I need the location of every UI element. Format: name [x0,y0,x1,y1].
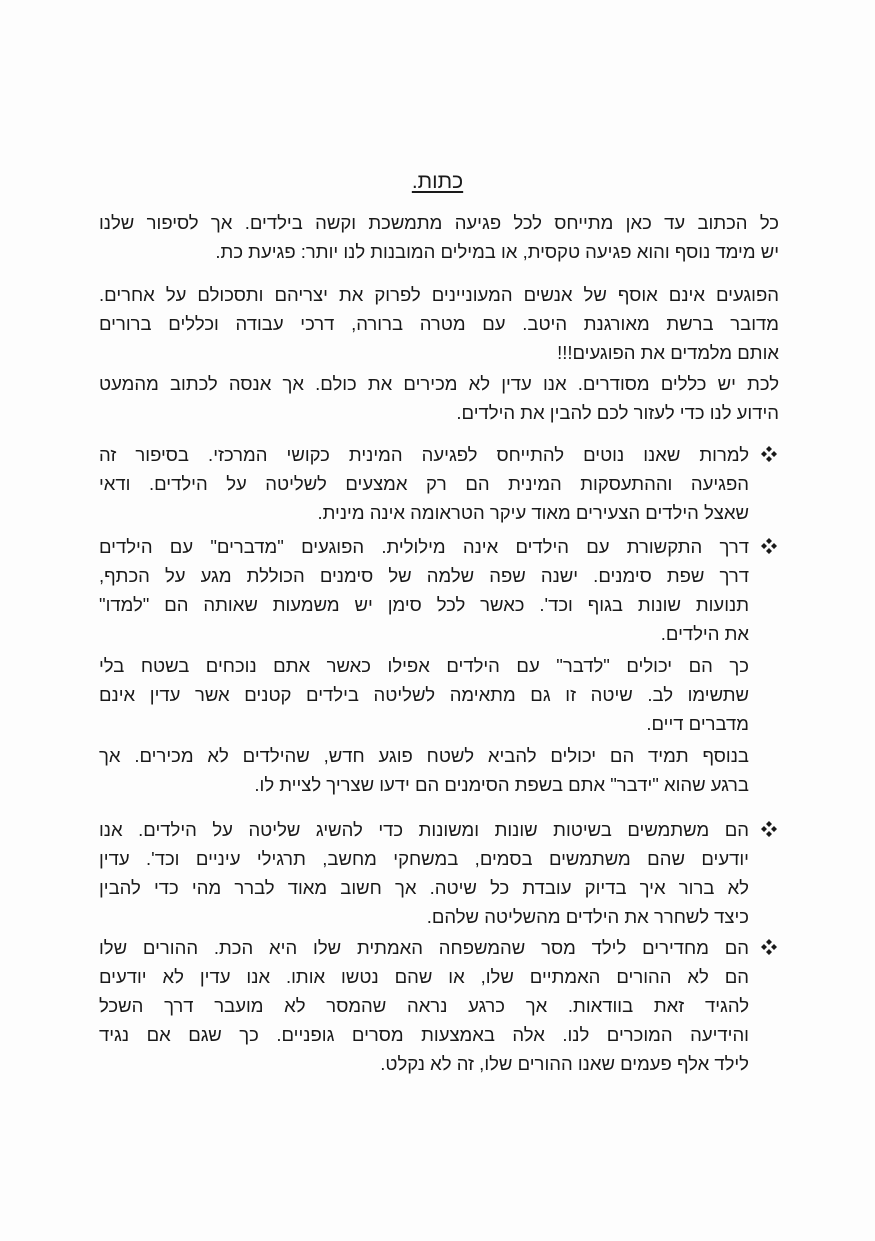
four-diamond-bullet-icon [759,536,779,556]
paragraph-rules [99,369,779,427]
text-line: את הילדים. [660,623,749,644]
text-line: כל הכתוב עד כאן מתייחס לכל פגיעה מתמשכת וקשה בילדים. אך לסיפור שלנו [99,212,779,233]
four-diamond-bullet-icon [759,937,779,957]
text-line: מדובר ברשת מאורגנת היטב. עם מטרה ברורה, דרכי עבודה וכללים ברורים [99,313,779,334]
text-line: שתשימו לב. שיטה זו גם מתאימה לשליטה בילדים קטנים אשר עדין אינם [99,684,749,705]
bullet-item [99,532,779,648]
four-diamond-bullet-icon [759,819,779,839]
text-line: והידיעה המוכרים לנו. אלה באמצעות מסרים גופניים. כך שגם אם נגיד [99,1024,749,1045]
text-line: לכת יש כללים מסודרים. אנו עדין לא מכירים את כולם. אך אנסה לכתוב מהמעט [99,373,779,394]
text-line: להגיד זאת בוודאות. אך כרגע נראה שהמסר לא מועבר דרך השכל [99,995,749,1016]
text-line: לא ברור איך בדיוק עובדת כל שיטה. אך חשוב מאוד לברר מהי כדי להבין [99,877,749,898]
text-line: ברגע שהוא "ידבר" אתם בשפת הסימנים הם ידעו שצריך לציית לו. [254,774,749,795]
text-line: בנוסף תמיד הם יכולים להביא לשטח פוגע חדש, שהילדים לא מכירים. אך [99,745,749,766]
text-line: הפגיעה וההתעסקות המינית הם רק אמצעים לשליטה על הילדים. ודאי [99,473,749,494]
text-line: אותם מלמדים את הפוגעים!!! [557,342,779,363]
paragraph-intro [99,208,779,266]
bullet-item [99,440,779,527]
text-line: דרך שפת סימנים. ישנה שפה שלמה של סימנים הכוללת מגע על הכתף, [99,565,749,586]
text-line: הידוע לנו כדי לעזור לכם להבין את הילדים. [456,402,779,423]
text-line: יודעים שהם משתמשים בסמים, במשחקי מחשב, תרגילי עיניים וכד'. עדין [99,848,749,869]
four-diamond-bullet-icon [759,444,779,464]
text-line: הם משתמשים בשיטות שונות ומשונות כדי להשיג שליטה על הילדים. אנו [99,819,749,840]
sub-paragraph [99,741,749,799]
page-title: כתות. [411,170,464,193]
text-line: הפוגעים אינם אוסף של אנשים המעוניינים לפרוק את יצריהם ותסכולם על אחרים. [99,284,779,305]
sub-paragraph [99,651,749,738]
text-line: כך הם יכולים "לדבר" עם הילדים אפילו כאשר אתם נוכחים בשטח בלי [99,655,749,676]
text-line: שאצל הילדים הצעירים מאוד עיקר הטראומה אינה מינית. [317,502,749,523]
text-line: למרות שאנו נוטים להתייחס לפגיעה המינית כקושי המרכזי. בסיפור זה [99,444,749,465]
text-line: יש מימד נוסף והוא פגיעה טקסית, או במילים המובנות לנו יותר: פגיעת כת. [215,241,779,262]
text-line: כיצד לשחרר את הילדים מהשליטה שלהם. [426,906,749,927]
text-line: מדברים דיים. [646,713,749,734]
bullet-item [99,933,779,1078]
text-line: תנועות שונות בגוף וכד'. כאשר לכל סימן יש משמעות שאותה הם "למדו" [99,594,749,615]
text-line: הם מחדירים לילד מסר שהמשפחה האמתית שלו היא הכת. ההורים שלו [99,937,749,958]
text-line: דרך התקשורת עם הילדים אינה מילולית. הפוגעים "מדברים" עם הילדים [99,536,749,557]
bullet-item [99,815,779,931]
text-line: לילד אלף פעמים שאנו ההורים שלו, זה לא נקלט. [380,1053,749,1074]
paragraph-offenders [99,280,779,367]
text-line: הם לא ההורים האמתיים שלו, או שהם נטשו אותו. אנו עדין לא יודעים [99,966,749,987]
